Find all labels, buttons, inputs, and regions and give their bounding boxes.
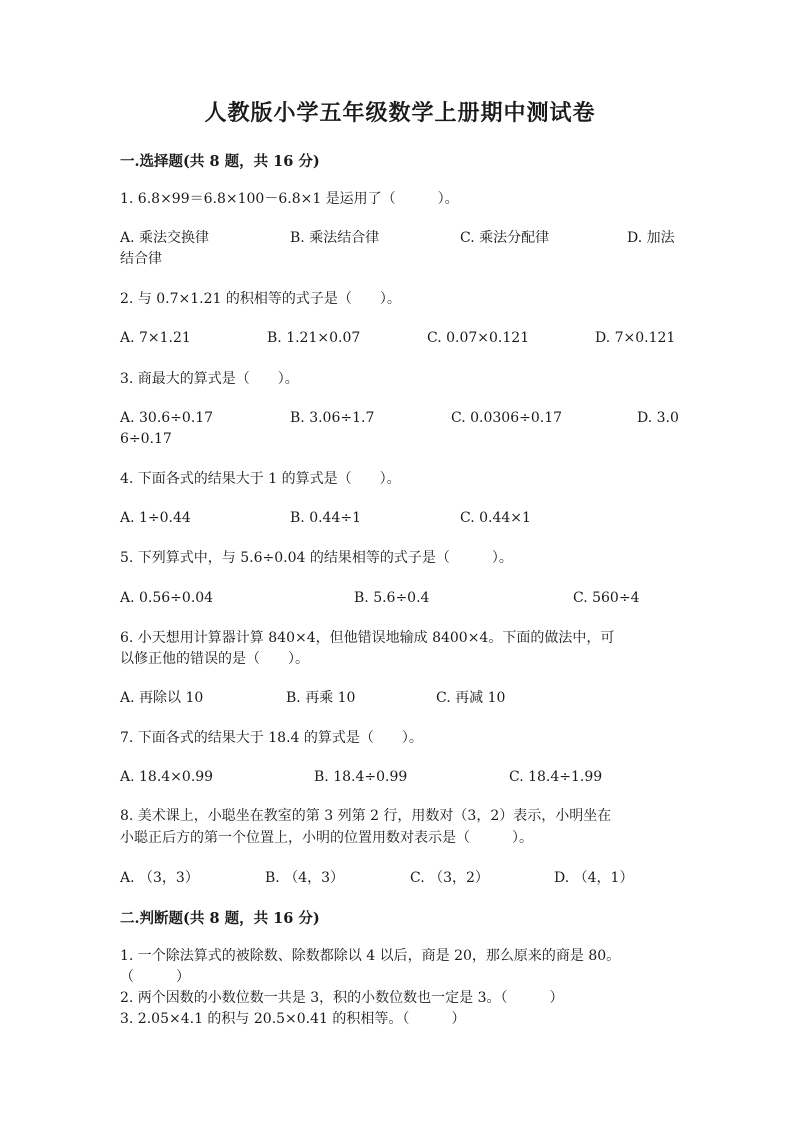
- question-8-option-a: A. （3，3）: [120, 870, 199, 886]
- question-5-option-c: C. 560÷4: [573, 590, 640, 606]
- question-8-option-d: D. （4，1）: [554, 870, 634, 886]
- section-heading-true-false: 二.判断题(共 8 题，共 16 分): [120, 910, 320, 927]
- question-5-option-a: A. 0.56÷0.04: [120, 590, 214, 606]
- judge-question-2-text: 2. 两个因数的小数位数一共是 3，积的小数位数也一定是 3。（ ）: [120, 990, 564, 1006]
- question-3-option-d-continued: 6÷0.17: [120, 431, 172, 447]
- section-heading-choice: 一.选择题(共 8 题，共 16 分): [120, 153, 320, 170]
- question-6-option-c: C. 再减 10: [436, 690, 506, 706]
- question-7-text: 7. 下面各式的结果大于 18.4 的算式是（ ）。: [120, 730, 423, 746]
- question-1-option-a: A. 乘法交换律: [120, 230, 210, 246]
- question-7-option-c: C. 18.4÷1.99: [509, 769, 603, 785]
- judge-question-1-text: 1. 一个除法算式的被除数、除数都除以 4 以后，商是 20，那么原来的商是 80。: [120, 948, 621, 964]
- question-6-option-b: B. 再乘 10: [286, 690, 356, 706]
- question-7-option-a: A. 18.4×0.99: [120, 769, 214, 785]
- question-4-option-c: C. 0.44×1: [460, 510, 531, 526]
- question-4-text: 4. 下面各式的结果大于 1 的算式是（ ）。: [120, 471, 401, 487]
- page-title: 人教版小学五年级数学上册期中测试卷: [204, 100, 596, 126]
- question-2-option-b: B. 1.21×0.07: [267, 330, 361, 346]
- question-3-text: 3. 商最大的算式是（ ）。: [120, 371, 299, 387]
- question-2-option-d: D. 7×0.121: [595, 330, 676, 346]
- question-2-option-c: C. 0.07×0.121: [427, 330, 530, 346]
- question-4-option-a: A. 1÷0.44: [120, 510, 191, 526]
- question-2-text: 2. 与 0.7×1.21 的积相等的式子是（ ）。: [120, 291, 401, 307]
- question-1-option-d: D. 加法: [627, 230, 675, 246]
- question-5-text: 5. 下列算式中，与 5.6÷0.04 的结果相等的式子是（ ）。: [120, 550, 513, 566]
- question-5-option-b: B. 5.6÷0.4: [354, 590, 430, 606]
- question-7-option-b: B. 18.4÷0.99: [314, 769, 408, 785]
- question-3-option-c: C. 0.0306÷0.17: [451, 410, 563, 426]
- question-1-option-d-continued: 结合律: [120, 251, 162, 267]
- question-4-option-b: B. 0.44÷1: [290, 510, 361, 526]
- question-6-option-a: A. 再除以 10: [120, 690, 204, 706]
- question-2-option-a: A. 7×1.21: [120, 330, 191, 346]
- question-8-text: 8. 美术课上，小聪坐在教室的第 3 列第 2 行，用数对（3，2）表示，小明坐在: [120, 808, 612, 824]
- question-8-option-c: C. （3，2）: [410, 870, 489, 886]
- judge-question-1-text-continued: （ ）: [120, 969, 190, 985]
- question-3-option-a: A. 30.6÷0.17: [120, 410, 214, 426]
- question-3-option-b: B. 3.06÷1.7: [290, 410, 375, 426]
- question-6-text: 6. 小天想用计算器计算 840×4，但他错误地输成 8400×4。下面的做法中，可: [120, 630, 615, 646]
- question-3-option-d: D. 3.0: [637, 410, 679, 426]
- question-8-option-b: B. （4，3）: [265, 870, 345, 886]
- question-1-text: 1. 6.8×99＝6.8×100－6.8×1 是运用了（ ）。: [120, 191, 459, 207]
- judge-question-3-text: 3. 2.05×4.1 的积与 20.5×0.41 的积相等。（ ）: [120, 1011, 466, 1027]
- question-8-text-continued: 小聪正后方的第一个位置上，小明的位置用数对表示是（ ）。: [120, 830, 533, 846]
- question-6-text-continued: 以修正他的错误的是（ ）。: [120, 651, 309, 667]
- question-1-option-c: C. 乘法分配律: [460, 230, 550, 246]
- question-1-option-b: B. 乘法结合律: [290, 230, 380, 246]
